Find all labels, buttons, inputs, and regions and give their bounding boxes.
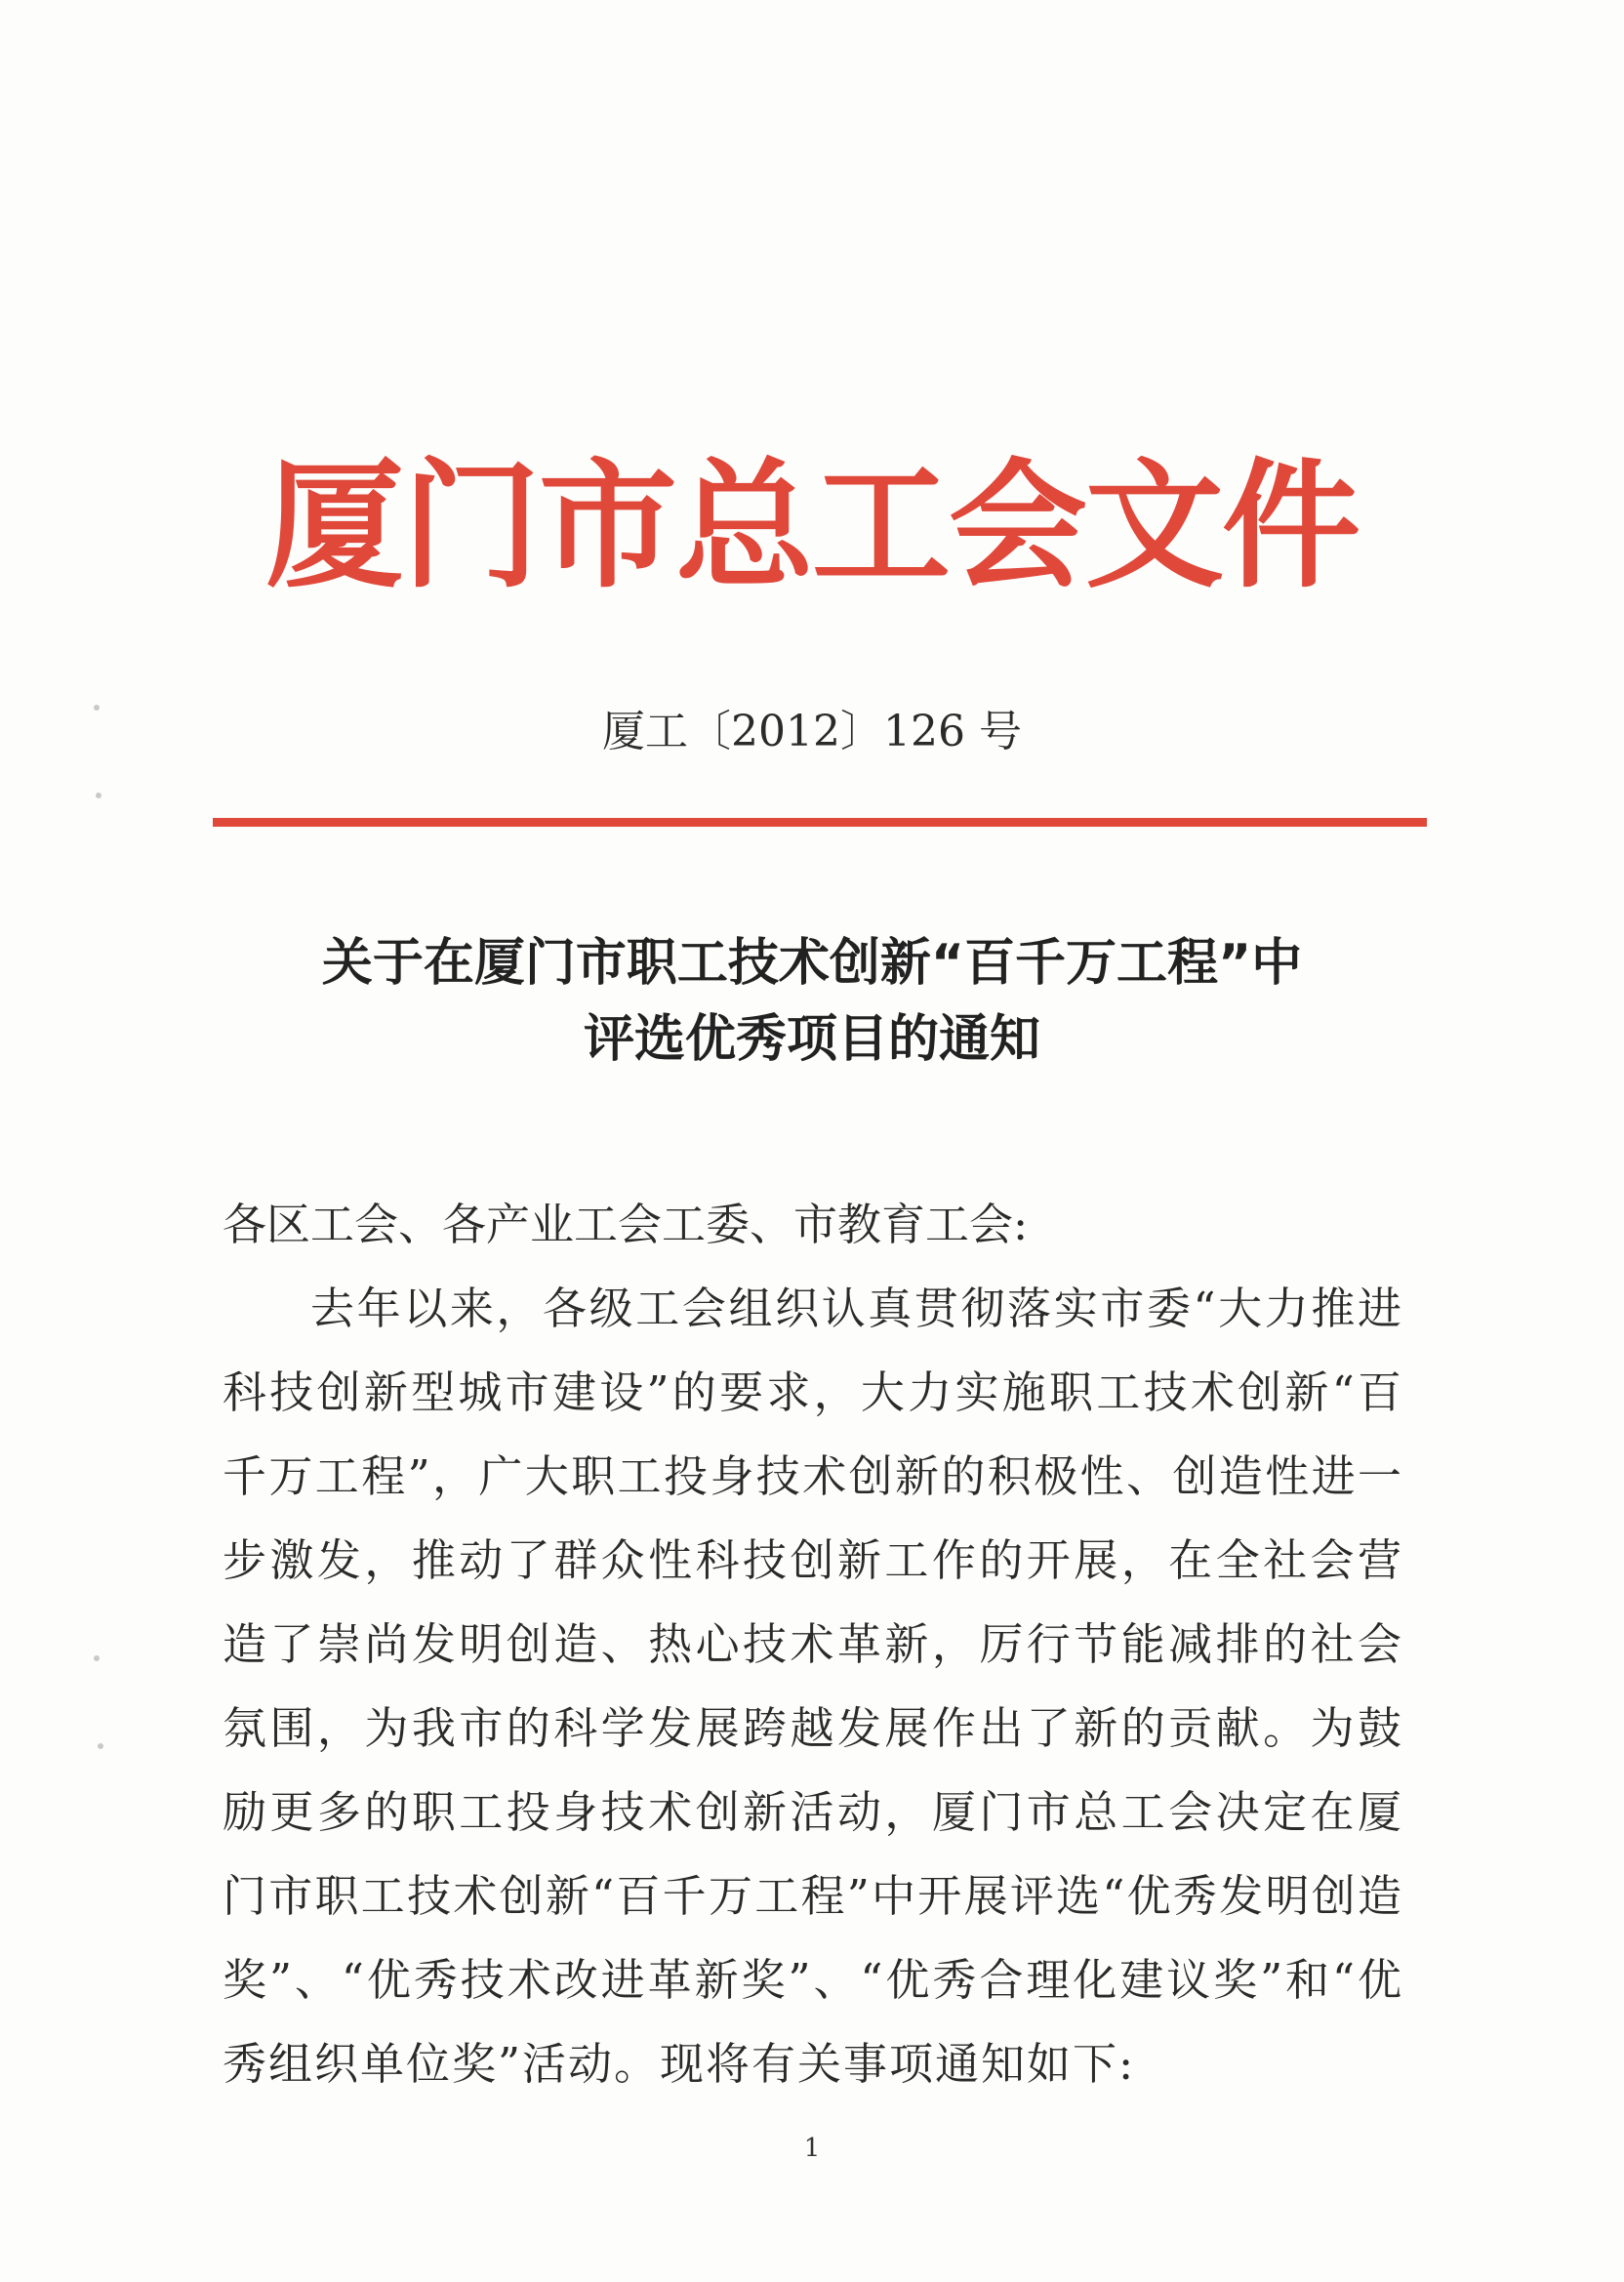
red-header-rule [213,818,1427,827]
body-paragraph: 去年以来，各级工会组织认真贯彻落实市委“大力推进科技创新型城市建设”的要求，大力实施职工技术创新“百千万工程”，广大职工投身技术创新的积极性、创造性进一步激发，推动了群众性科技创新工作的开展，在全社会营造了崇尚发明创造、热心技术革新，厉行节能减排的社会氛围，为我市的科学发展跨越发展作出了新的贡献。为鼓励更多的职工投身技术创新活动，厦门市总工会决定在厦门市职工技术创新“百千万工程”中开展评选“优秀发明创造奖”、“优秀技术改进革新奖”、“优秀合理化建议奖”和“优秀组织单位奖”活动。现将有关事项通知如下: [223,1283,1403,2090]
title-line-1: 关于在厦门市职工技术创新“百千万工程”中 [321,934,1303,993]
title-line-2: 评选优秀项目的通知 [583,1010,1040,1069]
scan-speck [96,793,102,798]
page-number: 1 [803,2134,821,2163]
document-number: 厦工〔2012〕126 号 [602,707,1022,756]
document-masthead: 厦门市总工会文件 [265,445,1359,607]
salutation: 各区工会、各产业工会工委、市教育工会: [223,1199,1029,1250]
document-title [0,925,1624,1078]
scan-speck [94,1655,100,1661]
scan-speck [98,1743,103,1749]
document-body [223,1183,1403,2106]
